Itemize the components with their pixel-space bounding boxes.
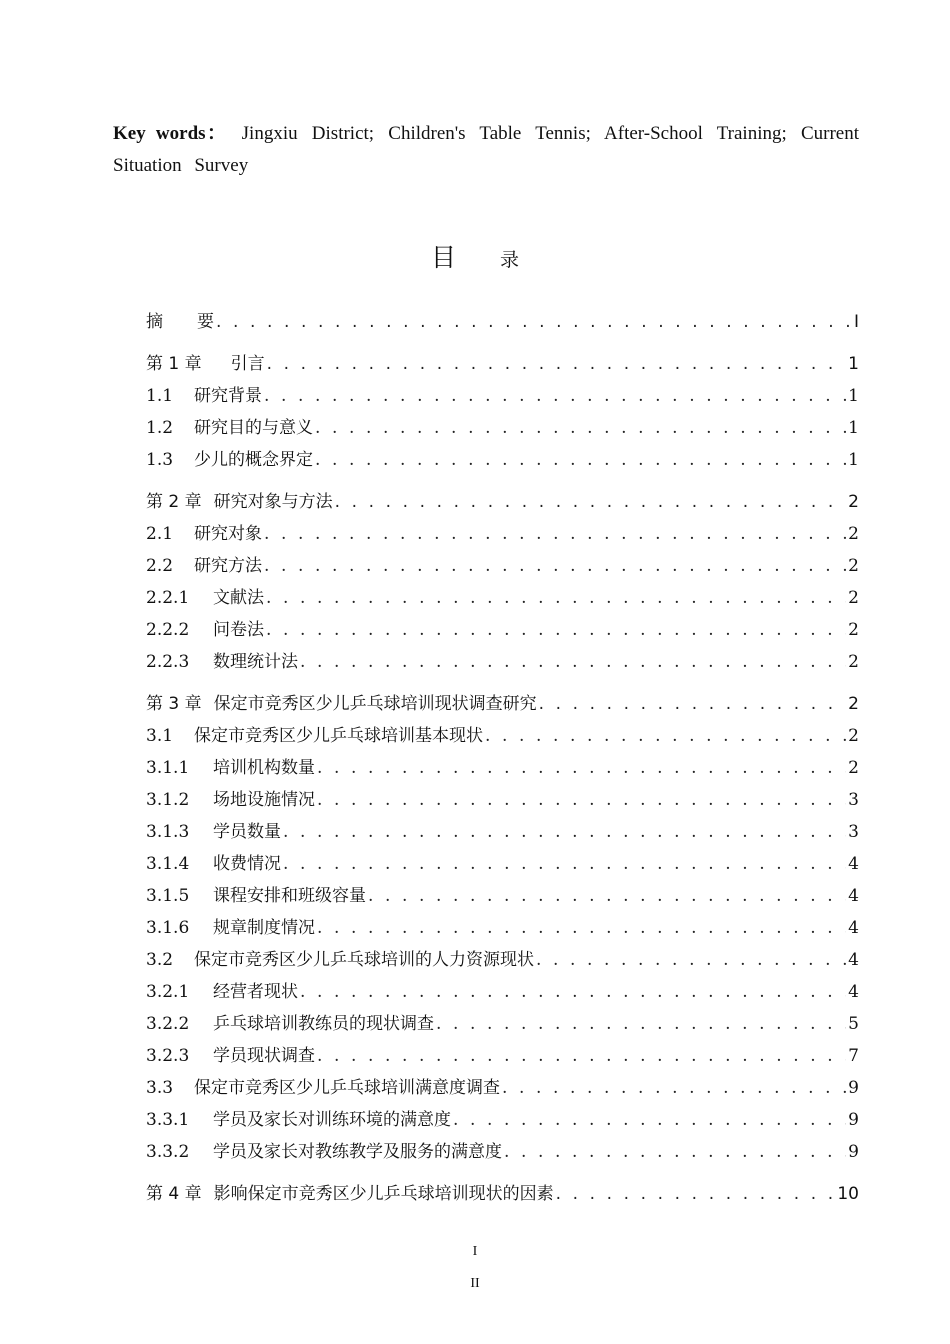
toc-entry-title: 少儿的概念界定 (194, 450, 313, 470)
toc-entry-page: 9 (848, 1078, 859, 1098)
toc-entry-title: 课程安排和班级容量 (213, 886, 366, 906)
toc-entry-title: 保定市竞秀区少儿乒乓球培训基本现状 (194, 726, 483, 746)
toc-entry[interactable] (146, 1040, 859, 1072)
toc-entry-title: 数理统计法 (213, 652, 298, 672)
toc-entry-number: 3.1.6 (146, 918, 190, 938)
toc-entry-title: 经营者现状 (213, 982, 298, 1002)
toc-entry[interactable] (146, 380, 859, 412)
toc-entry-number: 1.2 (146, 418, 174, 438)
toc-entry-title: 场地设施情况 (213, 790, 315, 810)
toc-dot-leader (539, 688, 847, 720)
toc-entry-page: 2 (848, 556, 859, 576)
toc-entry-page: 2 (848, 652, 859, 672)
toc-entry-title: 引言 (213, 354, 265, 374)
toc-entry-title: 文献法 (213, 588, 264, 608)
toc-entry-page: 3 (848, 822, 859, 842)
toc-entry[interactable] (146, 784, 859, 816)
toc-entry-page: 2 (848, 620, 859, 640)
toc-entry[interactable] (146, 1178, 859, 1210)
toc-dot-leader (536, 944, 846, 976)
toc-entry-number: 3.3 (146, 1078, 174, 1098)
toc-entry-page: 4 (848, 950, 859, 970)
toc-entry-number: 2.2.2 (146, 620, 190, 640)
toc-entry-number: 3.2.1 (146, 982, 190, 1002)
toc-entry-title: 摘 要 (146, 312, 214, 332)
toc-entry-page: 3 (848, 790, 859, 810)
toc-dot-leader (283, 816, 846, 848)
toc-entry-page: 9 (848, 1142, 859, 1162)
toc-dot-leader (317, 912, 846, 944)
toc-entry-page: 2 (848, 726, 859, 746)
toc-entry[interactable] (146, 444, 859, 476)
toc-entry-page: 1 (848, 386, 859, 406)
toc-entry[interactable] (146, 816, 859, 848)
toc-entry[interactable] (146, 752, 859, 784)
toc-entry-page: 2 (848, 758, 859, 778)
toc-entry-title: 培训机构数量 (213, 758, 315, 778)
toc-dot-leader (266, 614, 846, 646)
toc-entry-page: 1 (848, 450, 859, 470)
toc-entry[interactable] (146, 848, 859, 880)
toc-entry-number: 3.2.2 (146, 1014, 190, 1034)
toc-entry[interactable] (146, 614, 859, 646)
toc-entry-number: 3.1.3 (146, 822, 190, 842)
toc-entry-title: 问卷法 (213, 620, 264, 640)
toc-entry[interactable] (146, 1072, 859, 1104)
toc-title-main: 目 (430, 243, 456, 272)
toc-entry-number: 第 4 章 (146, 1184, 202, 1204)
keywords-label: Key words： (113, 123, 228, 144)
toc-entry-number: 3.1.2 (146, 790, 190, 810)
table-of-contents (146, 306, 859, 1210)
toc-entry[interactable] (146, 976, 859, 1008)
toc-dot-leader (556, 1178, 836, 1210)
toc-entry[interactable] (146, 1008, 859, 1040)
toc-entry-number: 3.3.2 (146, 1142, 190, 1162)
toc-entry-title: 规章制度情况 (213, 918, 315, 938)
toc-title-tail: 录 (500, 249, 520, 271)
toc-entry-page: 1 (848, 418, 859, 438)
toc-entry[interactable] (146, 518, 859, 550)
toc-entry-title: 研究方法 (194, 556, 262, 576)
toc-entry-title: 学员及家长对训练环境的满意度 (213, 1110, 451, 1130)
toc-dot-leader (335, 486, 847, 518)
toc-dot-leader (300, 976, 846, 1008)
toc-entry-page: 2 (848, 492, 859, 512)
toc-entry-title: 研究目的与意义 (194, 418, 313, 438)
page-number: I (472, 1244, 478, 1259)
toc-entry[interactable] (146, 1136, 859, 1168)
toc-entry-page: 4 (848, 918, 859, 938)
toc-entry-title: 保定市竞秀区少儿乒乓球培训的人力资源现状 (194, 950, 534, 970)
keywords-text: Jingxiu District; Children's Table Tennis; After-School Training; Current Situation Survey (113, 123, 859, 176)
toc-dot-leader (264, 550, 846, 582)
toc-entry-number: 第 3 章 (146, 694, 202, 714)
toc-entry-number: 3.1.1 (146, 758, 190, 778)
toc-entry[interactable] (146, 720, 859, 752)
toc-dot-leader (485, 720, 846, 752)
toc-entry-number: 2.2 (146, 556, 174, 576)
toc-dot-leader (315, 444, 846, 476)
toc-dot-leader (436, 1008, 846, 1040)
toc-dot-leader (317, 1040, 846, 1072)
toc-dot-leader (317, 784, 846, 816)
toc-entry-number: 3.3.1 (146, 1110, 190, 1130)
toc-entry-title: 乒乓球培训教练员的现状调查 (213, 1014, 434, 1034)
toc-entry[interactable] (146, 646, 859, 678)
toc-dot-leader (504, 1136, 846, 1168)
toc-dot-leader (315, 412, 846, 444)
toc-entry-page: 9 (848, 1110, 859, 1130)
toc-entry-page: 7 (848, 1046, 859, 1066)
toc-entry[interactable] (146, 550, 859, 582)
toc-entry[interactable] (146, 1104, 859, 1136)
toc-entry-page: 4 (848, 854, 859, 874)
toc-entry-title: 影响保定市竞秀区少儿乒乓球培训现状的因素 (213, 1184, 554, 1204)
toc-entry-number: 3.1 (146, 726, 174, 746)
toc-dot-leader (216, 306, 852, 338)
toc-entry-page: 2 (848, 694, 859, 714)
toc-entry-number: 3.1.5 (146, 886, 190, 906)
toc-entry-page: 4 (848, 982, 859, 1002)
toc-entry-page: 2 (848, 524, 859, 544)
toc-entry-page: 1 (848, 354, 859, 374)
toc-entry-title: 收费情况 (213, 854, 281, 874)
toc-entry[interactable] (146, 582, 859, 614)
toc-entry-page: 5 (848, 1014, 859, 1034)
toc-entry[interactable] (146, 412, 859, 444)
toc-dot-leader (264, 518, 846, 550)
toc-entry-number: 3.2.3 (146, 1046, 190, 1066)
toc-entry-title: 保定市竞秀区少儿乒乓球培训满意度调查 (194, 1078, 500, 1098)
toc-entry-number: 2.2.1 (146, 588, 190, 608)
toc-dot-leader (317, 752, 846, 784)
keywords-paragraph (113, 118, 859, 182)
toc-entry[interactable] (146, 486, 859, 518)
toc-entry-number: 2.1 (146, 524, 174, 544)
toc-dot-leader (283, 848, 846, 880)
toc-dot-leader (300, 646, 846, 678)
toc-entry-title: 研究对象与方法 (213, 492, 333, 512)
page-number-secondary: II (470, 1276, 480, 1291)
toc-entry-title: 学员现状调查 (213, 1046, 315, 1066)
toc-entry[interactable] (146, 944, 859, 976)
toc-entry-number: 1.1 (146, 386, 174, 406)
toc-entry-title: 学员及家长对教练教学及服务的满意度 (213, 1142, 502, 1162)
toc-entry-number: 3.2 (146, 950, 174, 970)
toc-entry[interactable] (146, 306, 859, 338)
toc-entry-number: 第 2 章 (146, 492, 202, 512)
toc-entry-title: 学员数量 (213, 822, 281, 842)
toc-dot-leader (266, 582, 846, 614)
toc-dot-leader (267, 348, 847, 380)
toc-entry-page: 10 (837, 1184, 859, 1204)
toc-entry[interactable] (146, 880, 859, 912)
toc-entry[interactable] (146, 912, 859, 944)
toc-entry-title: 研究对象 (194, 524, 262, 544)
toc-dot-leader (453, 1104, 846, 1136)
toc-dot-leader (264, 380, 846, 412)
toc-entry-number: 第 1 章 (146, 354, 202, 374)
toc-entry-number: 2.2.3 (146, 652, 190, 672)
toc-entry-title: 保定市竞秀区少儿乒乓球培训现状调查研究 (213, 694, 537, 714)
toc-dot-leader (368, 880, 846, 912)
toc-entry[interactable] (146, 348, 859, 380)
toc-dot-leader (502, 1072, 846, 1104)
toc-entry[interactable] (146, 688, 859, 720)
toc-title (0, 238, 950, 274)
toc-entry-number: 1.3 (146, 450, 174, 470)
toc-entry-title: 研究背景 (194, 386, 262, 406)
toc-entry-number: 3.1.4 (146, 854, 190, 874)
toc-entry-page: I (853, 312, 859, 332)
toc-entry-page: 4 (848, 886, 859, 906)
toc-entry-page: 2 (848, 588, 859, 608)
